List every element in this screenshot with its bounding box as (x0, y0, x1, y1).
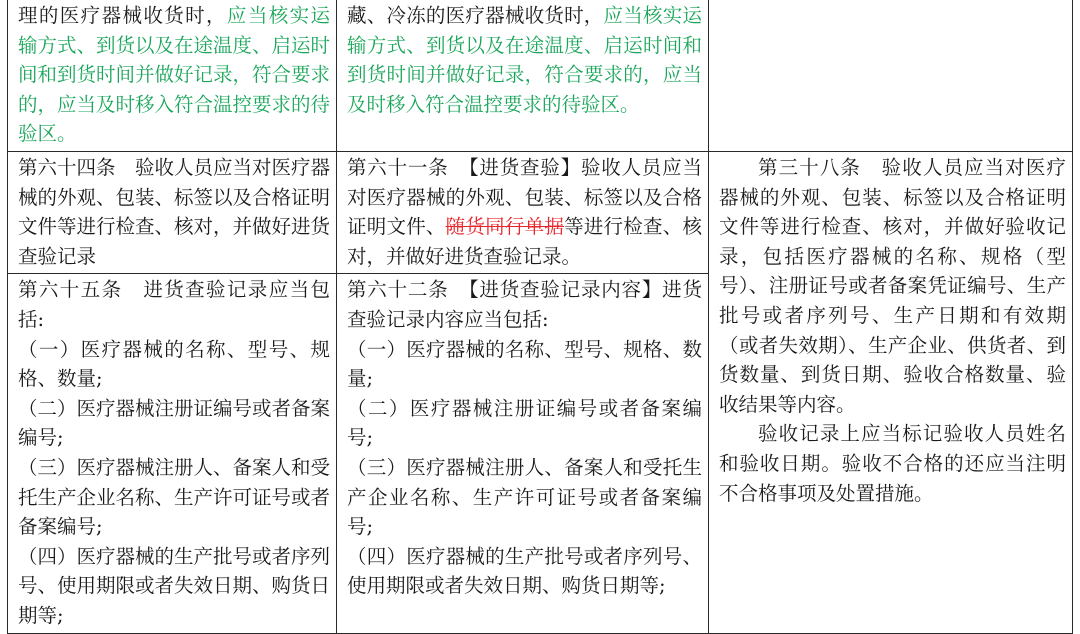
comparison-table (7, 0, 1073, 634)
cell-text-highlight-green: 应当核实运输方式、到货以及在途温度、启运时间和到货时间并做好记录，符合要求的，应当及时移入符合温控要求的待验区。 (18, 4, 331, 146)
table-row-receiving (8, 0, 1073, 151)
cell-text: 藏、冷冻的医疗器械收货时， (347, 4, 604, 27)
cell-receiving-col1 (8, 0, 337, 151)
cell-receiving-col3-empty (709, 0, 1073, 151)
cell-text: 理的医疗器械收货时， (18, 4, 227, 27)
article-62-item-2: （二）医疗器械注册证编号或者备案编号; (347, 396, 702, 450)
article-65-item-1: （一）医疗器械的名称、型号、规格、数量; (18, 337, 330, 391)
regulation-comparison-document (7, 0, 1073, 634)
article-38-paragraph: 第三十八条 验收人员应当对医疗器械的外观、包装、标签以及合格证明文件等进行检查、核对，并做好验收记录，包括医疗器械的名称、规格（型号）、注册证号或者备案凭证编号、生产批号或者序列号、生产日期和有效期（或者失效期）、生产企业、供货者、到货数量、到货日期、验收合格数量、验收结果等内容。 (719, 155, 1066, 416)
article-65-item-3: （三）医疗器械注册人、备案人和受托生产企业名称、生产许可证号或者备案编号; (18, 455, 331, 539)
article-62-item-3: （三）医疗器械注册人、备案人和受托生产企业名称、生产许可证号或者备案编号; (347, 455, 702, 539)
article-61-text: 第六十一条 【进货查验】验收人员应当对医疗器械的外观、包装、标签以及合格证明文件、 (347, 155, 702, 239)
cell-inspection-col1 (8, 151, 337, 273)
article-64-text: 第六十四条 验收人员应当对医疗器械的外观、包装、标签以及合格证明文件等进行检查、核对，并做好进货查验记录 (18, 155, 331, 268)
cell-article-38 (709, 151, 1073, 633)
deleted-text: 随货同行单据 (445, 215, 565, 239)
cell-inspection-col2 (337, 151, 709, 273)
cell-receiving-col2 (337, 0, 709, 151)
cell-text-highlight-green: 应当核实运输方式、到货以及在途温度、启运时间和到货时间并做好记录，符合要求的，应当及时移入符合温控要求的待验区。 (347, 4, 702, 116)
table-row-inspection (8, 151, 1073, 273)
article-65-line: 第六十五条 进货查验记录应当包括: (18, 278, 330, 331)
article-38-paragraph-2: 验收记录上应当标记验收人员姓名和验收日期。验收不合格的还应当注明不合格事项及处置措施。 (719, 422, 1066, 505)
article-61-text-end: 等进行检查、核对，并做好进货查验记录。 (347, 215, 702, 268)
article-62-item-1: （一）医疗器械的名称、型号、规格、数量; (347, 337, 702, 391)
article-62-line: 第六十二条 【进货查验记录内容】进货查验记录内容应当包括: (347, 278, 702, 331)
cell-article-62 (337, 274, 709, 634)
article-65-item-4: （四）医疗器械的生产批号或者序列号、使用期限或者失效日期、购货日期等; (18, 544, 331, 627)
article-62-item-4: （四）医疗器械的生产批号或者序列号、使用期限或者失效日期、购货日期等; (347, 544, 702, 598)
cell-article-65 (8, 274, 337, 634)
article-65-item-2: （二）医疗器械注册证编号或者备案编号; (18, 396, 331, 450)
